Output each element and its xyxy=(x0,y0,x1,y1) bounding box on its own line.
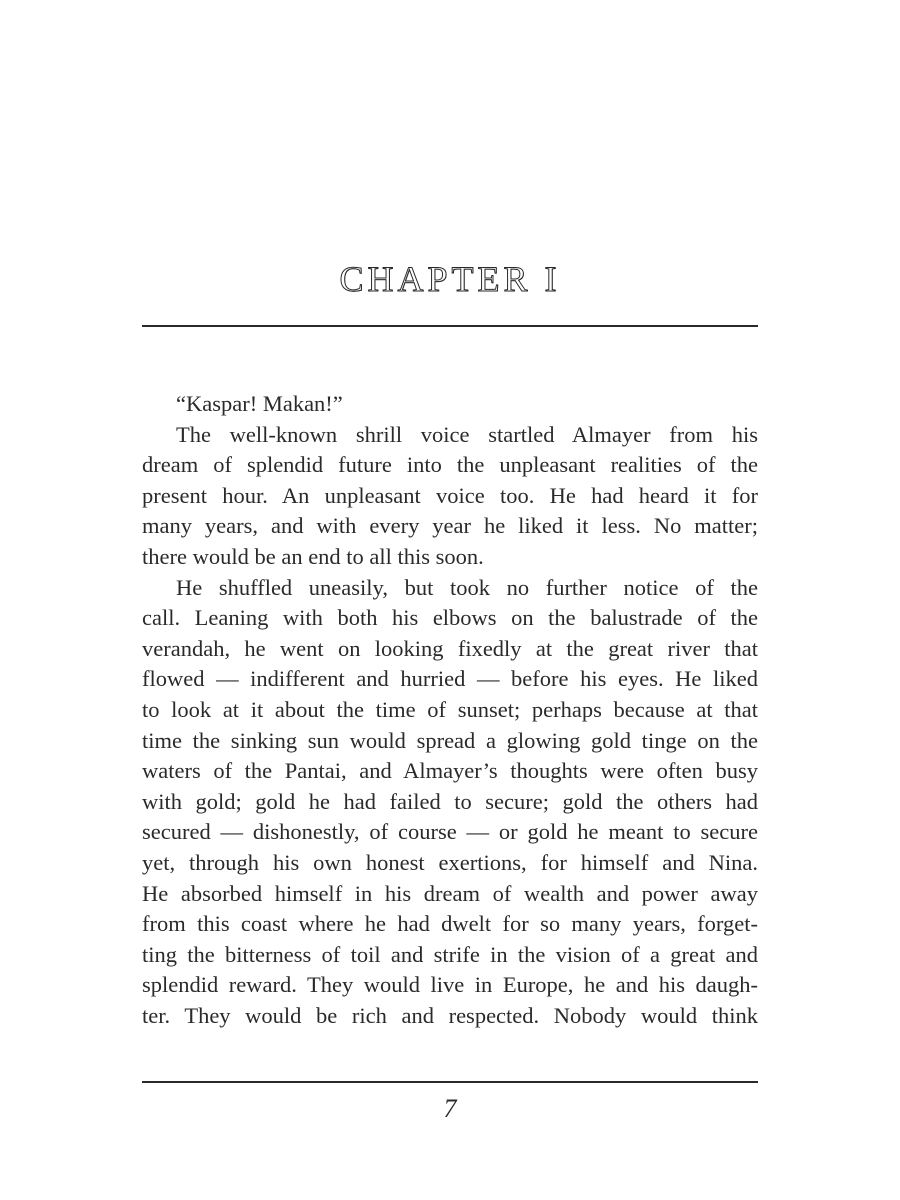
text-line: splendid reward. They would live in Europe, he and his daugh- xyxy=(142,972,758,998)
text-line: there would be an end to all this soon. xyxy=(142,543,484,569)
text-line: yet, through his own honest exertions, for himself and Nina. xyxy=(142,849,758,875)
text-line: ting the bitterness of toil and strife in the vision of a great and xyxy=(142,941,758,967)
text-line: waters of the Pantai, and Almayer’s thoughts were often busy xyxy=(142,758,758,784)
page-number: 7 xyxy=(443,1094,457,1123)
text-line: with gold; gold he had failed to secure; gold the others had xyxy=(142,788,758,814)
text-line: many years, and with every year he liked it less. No matter; xyxy=(142,513,758,539)
text-line: “Kaspar! Makan!” xyxy=(176,391,343,416)
text-line: He shuffled uneasily, but took no further notice of the xyxy=(176,574,758,600)
body-text xyxy=(142,389,758,1031)
text-line: The well-known shrill voice startled Almayer from his xyxy=(176,421,758,447)
text-line: dream of splendid future into the unpleasant realities of the xyxy=(142,452,758,478)
text-line: flowed — indifferent and hurried — before his eyes. He liked xyxy=(142,666,758,692)
top-rule xyxy=(142,325,758,327)
text-line: time the sinking sun would spread a glowing gold tinge on the xyxy=(142,727,758,753)
text-line: verandah, he went on looking fixedly at the great river that xyxy=(142,635,758,661)
text-line: ter. They would be rich and respected. Nobody would think xyxy=(142,1002,758,1028)
text-line: from this coast where he had dwelt for so many years, forget- xyxy=(142,911,758,937)
text-line: call. Leaning with both his elbows on the balustrade of the xyxy=(142,605,758,631)
text-line: He absorbed himself in his dream of wealth and power away xyxy=(142,880,758,906)
text-line: to look at it about the time of sunset; perhaps because at that xyxy=(142,696,758,722)
bottom-rule xyxy=(142,1081,758,1083)
chapter-title: CHAPTER I xyxy=(339,259,561,299)
text-line: secured — dishonestly, of course — or gold he meant to secure xyxy=(142,819,758,845)
text-line: present hour. An unpleasant voice too. He had heard it for xyxy=(142,482,758,508)
